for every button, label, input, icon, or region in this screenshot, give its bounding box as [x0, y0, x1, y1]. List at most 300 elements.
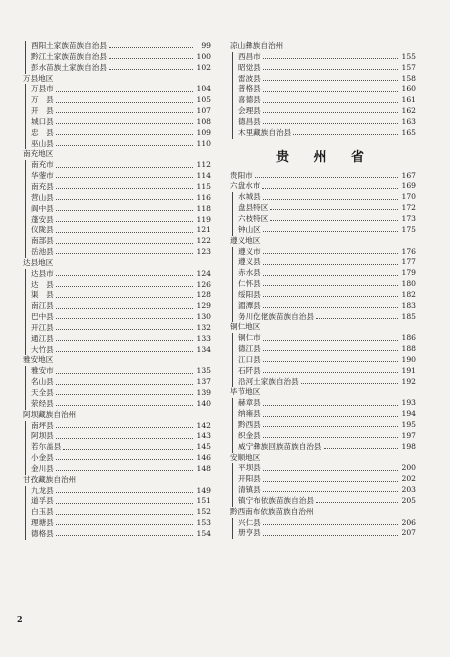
toc-section-heading	[17, 475, 211, 486]
toc-entry	[17, 431, 211, 442]
toc-entry-title: 南部县	[31, 236, 54, 246]
toc-entry-page: 142	[196, 420, 211, 430]
indent-rule	[25, 269, 26, 280]
toc-section-heading	[224, 507, 416, 518]
dot-leader	[316, 312, 398, 319]
toc-entry	[17, 366, 211, 377]
dot-leader	[262, 181, 398, 188]
toc-entry-title: 南江县	[31, 301, 54, 311]
dot-leader	[56, 507, 193, 514]
indent-rule	[232, 63, 233, 74]
indent-rule	[25, 366, 26, 377]
toc-entry	[224, 257, 416, 268]
toc-entry-page: 206	[401, 517, 416, 527]
indent-rule	[232, 377, 233, 388]
toc-entry-page: 177	[401, 257, 416, 267]
indent-rule	[25, 236, 26, 247]
indent-rule	[25, 182, 26, 193]
toc-entry-page: 191	[401, 365, 416, 375]
toc-entry-title: 开 县	[31, 106, 54, 116]
dot-leader	[301, 377, 398, 384]
toc-entry-title: 赫章县	[238, 398, 261, 408]
indent-rule	[232, 528, 233, 539]
toc-entry	[224, 463, 416, 474]
toc-entry-page: 100	[196, 51, 211, 61]
toc-entry-page: 116	[196, 192, 211, 202]
dot-leader	[56, 496, 193, 503]
toc-entry-title: 仁怀县	[238, 279, 261, 289]
dot-leader	[109, 63, 193, 70]
toc-entry-page: 195	[401, 420, 416, 429]
indent-rule	[25, 334, 26, 345]
indent-rule	[232, 344, 233, 355]
toc-section-heading	[17, 410, 211, 421]
toc-entry-page: 121	[196, 225, 211, 235]
toc-entry	[224, 366, 416, 377]
dot-leader	[56, 128, 193, 135]
toc-entry	[224, 474, 416, 485]
toc-entry-page: 108	[196, 116, 211, 126]
indent-rule	[25, 507, 26, 518]
indent-rule	[232, 463, 233, 474]
dot-leader	[63, 442, 193, 449]
indent-rule	[25, 171, 26, 182]
toc-entry-page: 167	[401, 170, 416, 180]
toc-entry-page: 139	[196, 388, 211, 397]
indent-rule	[25, 215, 26, 226]
dot-leader	[56, 312, 193, 319]
toc-entry	[17, 269, 211, 280]
toc-entry	[17, 388, 211, 399]
toc-entry	[17, 225, 211, 236]
toc-entry	[224, 377, 416, 388]
toc-entry-title: 万 县	[31, 95, 54, 105]
toc-entry-page: 135	[196, 366, 211, 376]
toc-entry-page: 123	[196, 247, 211, 257]
toc-entry-title: 南充地区	[23, 149, 54, 159]
toc-entry-title: 甘孜藏族自治州	[23, 474, 77, 484]
toc-entry-title: 毕节地区	[230, 387, 261, 397]
indent-rule	[25, 496, 26, 507]
toc-entry-title: 南充县	[31, 181, 54, 191]
dot-leader	[263, 268, 398, 275]
toc-section-heading	[224, 387, 416, 398]
toc-entry	[224, 268, 416, 279]
indent-rule	[25, 486, 26, 497]
toc-entry-title: 天全县	[31, 388, 54, 397]
dot-leader	[263, 301, 398, 308]
dot-leader	[263, 52, 398, 59]
toc-entry-title: 若尔盖县	[31, 442, 62, 452]
toc-entry	[224, 128, 416, 139]
dot-leader	[56, 225, 193, 232]
dot-leader	[263, 84, 398, 91]
dot-leader	[263, 485, 398, 492]
indent-rule	[25, 518, 26, 529]
indent-rule	[25, 442, 26, 453]
dot-leader	[56, 431, 193, 438]
toc-entry-page: 200	[401, 463, 416, 473]
indent-rule	[232, 398, 233, 409]
indent-rule	[25, 290, 26, 301]
indent-rule	[25, 160, 26, 171]
toc-entry-page: 110	[196, 138, 211, 148]
toc-entry-title: 德格县	[31, 528, 54, 538]
toc-entry-page: 160	[401, 84, 416, 94]
toc-entry-title: 雅安地区	[23, 355, 54, 365]
indent-rule	[232, 518, 233, 529]
dot-leader	[263, 420, 398, 427]
toc-entry-page: 118	[196, 203, 211, 213]
toc-section-heading	[224, 322, 416, 333]
dot-leader	[56, 518, 193, 525]
dot-leader	[263, 431, 398, 438]
dot-leader	[263, 63, 398, 70]
toc-entry-title: 威宁彝族回族苗族自治县	[238, 441, 322, 451]
toc-entry-title: 南坪县	[31, 420, 54, 430]
toc-entry-title: 昭觉县	[238, 62, 261, 72]
toc-entry-page: 175	[401, 224, 416, 234]
toc-entry-title: 平坝县	[238, 463, 261, 473]
toc-entry-page: 202	[401, 474, 416, 484]
toc-entry-page: 115	[196, 181, 211, 191]
toc-entry-title: 册亨县	[238, 528, 261, 538]
indent-rule	[25, 225, 26, 236]
dot-leader	[263, 279, 398, 286]
toc-entry-page: 128	[196, 290, 211, 300]
indent-rule	[232, 74, 233, 85]
toc-entry	[224, 333, 416, 344]
toc-entry-page: 146	[196, 453, 211, 463]
toc-entry-title: 绥阳县	[238, 289, 261, 299]
toc-entry-page: 133	[196, 333, 211, 343]
indent-rule	[25, 431, 26, 442]
toc-entry-title: 会理县	[238, 106, 261, 116]
toc-entry-title: 黔江土家族苗族自治县	[31, 51, 107, 61]
toc-entry-title: 六枝特区	[238, 213, 269, 223]
dot-leader	[56, 215, 193, 222]
toc-entry	[224, 247, 416, 258]
indent-rule	[25, 312, 26, 323]
toc-entry-title: 道孚县	[31, 496, 54, 506]
toc-guizhou-section	[224, 171, 416, 540]
toc-entry	[17, 95, 211, 106]
toc-entry	[17, 421, 211, 432]
indent-rule	[232, 355, 233, 366]
toc-entry	[17, 442, 211, 453]
toc-entry-title: 巴中县	[31, 312, 54, 322]
indent-rule	[25, 247, 26, 258]
dot-leader	[263, 474, 398, 481]
toc-section-heading	[17, 355, 211, 366]
toc-entry	[224, 442, 416, 453]
toc-entry	[224, 398, 416, 409]
toc-entry	[17, 529, 211, 540]
indent-rule	[25, 106, 26, 117]
toc-entry-page: 185	[401, 311, 416, 321]
indent-rule	[25, 377, 26, 388]
toc-entry-page: 145	[196, 442, 211, 452]
toc-entry-page: 104	[196, 84, 211, 94]
toc-entry-title: 铜仁地区	[230, 322, 261, 332]
indent-rule	[232, 257, 233, 268]
toc-entry-title: 钟山区	[238, 224, 261, 234]
toc-entry	[17, 41, 211, 52]
toc-entry	[17, 139, 211, 150]
dot-leader	[56, 117, 193, 124]
dot-leader	[56, 323, 193, 330]
toc-entry-title: 六盘水市	[230, 181, 261, 191]
page-number: 2	[17, 614, 23, 624]
toc-entry-title: 遵义地区	[230, 235, 261, 245]
toc-entry-page: 158	[401, 73, 416, 83]
toc-entry-page: 207	[401, 528, 416, 538]
dot-leader	[56, 247, 193, 254]
toc-entry	[224, 485, 416, 496]
toc-entry	[17, 182, 211, 193]
toc-entry-title: 雷波县	[238, 73, 261, 83]
toc-entry	[17, 128, 211, 139]
indent-rule	[25, 52, 26, 63]
dot-leader	[56, 345, 193, 352]
toc-entry-title: 务川仡佬族苗族自治县	[238, 311, 314, 321]
toc-entry-page: 188	[401, 344, 416, 354]
toc-entry	[17, 63, 211, 74]
province-heading: 贵 州 省	[275, 149, 375, 165]
dot-leader	[263, 398, 398, 405]
dot-leader	[56, 204, 193, 211]
indent-rule	[232, 247, 233, 258]
toc-entry-page: 140	[196, 398, 211, 408]
indent-rule	[25, 95, 26, 106]
dot-leader	[263, 333, 398, 340]
dot-leader	[263, 355, 398, 362]
dot-leader	[263, 463, 398, 470]
indent-rule	[25, 63, 26, 74]
toc-sichuan-continued	[224, 41, 416, 139]
indent-rule	[25, 388, 26, 399]
dot-leader	[56, 377, 193, 384]
toc-entry-title: 铜仁市	[238, 333, 261, 343]
dot-leader	[56, 366, 193, 373]
toc-entry	[224, 117, 416, 128]
toc-entry-page: 129	[196, 301, 211, 311]
toc-entry-page: 154	[196, 528, 211, 538]
toc-entry-title: 通江县	[31, 333, 54, 343]
indent-rule	[232, 420, 233, 431]
toc-entry-title: 开江县	[31, 322, 54, 332]
toc-entry-page: 99	[201, 41, 211, 50]
indent-rule	[25, 464, 26, 475]
dot-leader	[263, 344, 398, 351]
toc-entry-title: 织金县	[238, 430, 261, 440]
toc-entry-page: 183	[401, 300, 416, 310]
toc-entry-page: 161	[401, 95, 416, 105]
dot-leader	[270, 203, 398, 210]
indent-rule	[232, 290, 233, 301]
indent-rule	[25, 117, 26, 128]
toc-entry-title: 清镇县	[238, 485, 261, 495]
dot-leader	[56, 106, 193, 113]
dot-leader	[270, 214, 398, 221]
toc-entry-title: 酉阳土家族苗族自治县	[31, 41, 107, 50]
indent-rule	[232, 442, 233, 453]
indent-rule	[25, 204, 26, 215]
toc-entry	[224, 225, 416, 236]
toc-entry-title: 达 县	[31, 279, 54, 289]
dot-leader	[255, 171, 398, 178]
toc-entry	[224, 192, 416, 203]
toc-entry	[17, 215, 211, 226]
toc-entry-title: 开阳县	[238, 474, 261, 484]
dot-leader	[263, 225, 398, 232]
toc-entry-title: 渠 县	[31, 290, 54, 300]
toc-section-heading	[224, 453, 416, 464]
toc-entry-title: 阿坝县	[31, 431, 54, 441]
dot-leader	[263, 95, 398, 102]
dot-leader	[56, 334, 193, 341]
dot-leader	[263, 117, 398, 124]
toc-entry-page: 162	[401, 106, 416, 116]
toc-entry-title: 南充市	[31, 160, 54, 170]
toc-entry-title: 荥经县	[31, 398, 54, 408]
toc-entry-page: 122	[196, 236, 211, 246]
toc-entry-page: 190	[401, 354, 416, 364]
indent-rule	[232, 106, 233, 117]
toc-entry-page: 172	[401, 203, 416, 213]
dot-leader	[56, 399, 193, 406]
toc-entry-page: 205	[401, 495, 416, 505]
toc-entry	[17, 247, 211, 258]
toc-entry	[224, 420, 416, 431]
toc-entry	[17, 106, 211, 117]
dot-leader	[56, 160, 193, 167]
toc-entry	[17, 301, 211, 312]
toc-entry-page: 119	[196, 214, 211, 224]
toc-entry-page: 126	[196, 279, 211, 289]
dot-leader	[56, 269, 193, 276]
toc-entry-page: 203	[401, 485, 416, 495]
toc-entry-page: 186	[401, 333, 416, 343]
indent-rule	[25, 128, 26, 139]
toc-entry-title: 九龙县	[31, 485, 54, 495]
indent-rule	[232, 192, 233, 203]
toc-entry-page: 179	[401, 268, 416, 278]
toc-entry-title: 名山县	[31, 377, 54, 387]
toc-entry	[224, 518, 416, 529]
dot-leader	[56, 171, 193, 178]
dot-leader	[263, 247, 398, 254]
toc-entry-page: 198	[401, 441, 416, 451]
indent-rule	[232, 95, 233, 106]
toc-entry-title: 镇宁布依族苗族自治县	[238, 495, 314, 505]
toc-right-column	[224, 41, 416, 539]
indent-rule	[25, 323, 26, 334]
toc-entry-title: 湄潭县	[238, 300, 261, 310]
toc-entry	[224, 290, 416, 301]
indent-rule	[25, 280, 26, 291]
toc-section-heading	[224, 236, 416, 247]
dot-leader	[263, 192, 398, 199]
toc-entry	[224, 95, 416, 106]
toc-entry	[224, 431, 416, 442]
toc-entry	[224, 106, 416, 117]
toc-entry-title: 万县地区	[23, 73, 54, 83]
indent-rule	[25, 41, 26, 52]
toc-entry-title: 雅安市	[31, 366, 54, 376]
toc-entry-page: 149	[196, 485, 211, 495]
toc-entry-title: 贵阳市	[230, 170, 253, 180]
toc-entry-title: 黔西南布依族苗族自治州	[230, 506, 314, 516]
toc-entry	[17, 377, 211, 388]
toc-entry-title: 巫山县	[31, 138, 54, 148]
toc-entry-title: 达县市	[31, 268, 54, 278]
indent-rule	[232, 268, 233, 279]
toc-entry-page: 130	[196, 312, 211, 322]
dot-leader	[56, 453, 193, 460]
toc-entry-title: 金川县	[31, 463, 54, 473]
toc-entry-page: 153	[196, 518, 211, 528]
toc-entry	[224, 63, 416, 74]
toc-entry-title: 阿坝藏族自治州	[23, 409, 77, 419]
toc-entry	[17, 496, 211, 507]
indent-rule	[232, 485, 233, 496]
toc-entry-title: 达县地区	[23, 257, 54, 267]
dot-leader	[316, 496, 398, 503]
toc-entry-page: 192	[401, 376, 416, 386]
toc-entry	[17, 507, 211, 518]
toc-entry-page: 180	[401, 279, 416, 289]
toc-entry-title: 西昌市	[238, 51, 261, 61]
indent-rule	[232, 214, 233, 225]
dot-leader	[56, 139, 193, 146]
dot-leader	[56, 95, 193, 102]
dot-leader	[263, 290, 398, 297]
toc-entry-title: 蓬安县	[31, 214, 54, 224]
toc-entry-title: 忠 县	[31, 127, 54, 137]
indent-rule	[25, 301, 26, 312]
dot-leader	[56, 290, 193, 297]
dot-leader	[56, 301, 193, 308]
indent-rule	[232, 52, 233, 63]
indent-rule	[232, 128, 233, 139]
toc-entry-page: 124	[196, 268, 211, 278]
toc-entry-page: 109	[196, 127, 211, 137]
toc-entry	[17, 204, 211, 215]
toc-entry	[17, 334, 211, 345]
toc-entry-page: 107	[196, 106, 211, 116]
indent-rule	[25, 421, 26, 432]
indent-rule	[25, 345, 26, 356]
indent-rule	[232, 203, 233, 214]
toc-entry-title: 阆中县	[31, 203, 54, 213]
toc-entry-title: 万县市	[31, 84, 54, 94]
toc-entry-page: 157	[401, 62, 416, 72]
toc-entry-page: 134	[196, 344, 211, 354]
toc-entry-title: 德江县	[238, 344, 261, 354]
dot-leader	[293, 128, 398, 135]
dot-leader	[263, 518, 398, 525]
toc-entry	[17, 399, 211, 410]
toc-section-heading	[17, 74, 211, 85]
toc-entry-title: 大竹县	[31, 344, 54, 354]
toc-entry-page: 169	[401, 181, 416, 191]
indent-rule	[25, 84, 26, 95]
toc-entry-page: 137	[196, 377, 211, 387]
toc-entry	[224, 496, 416, 507]
toc-entry	[17, 236, 211, 247]
toc-entry	[224, 84, 416, 95]
